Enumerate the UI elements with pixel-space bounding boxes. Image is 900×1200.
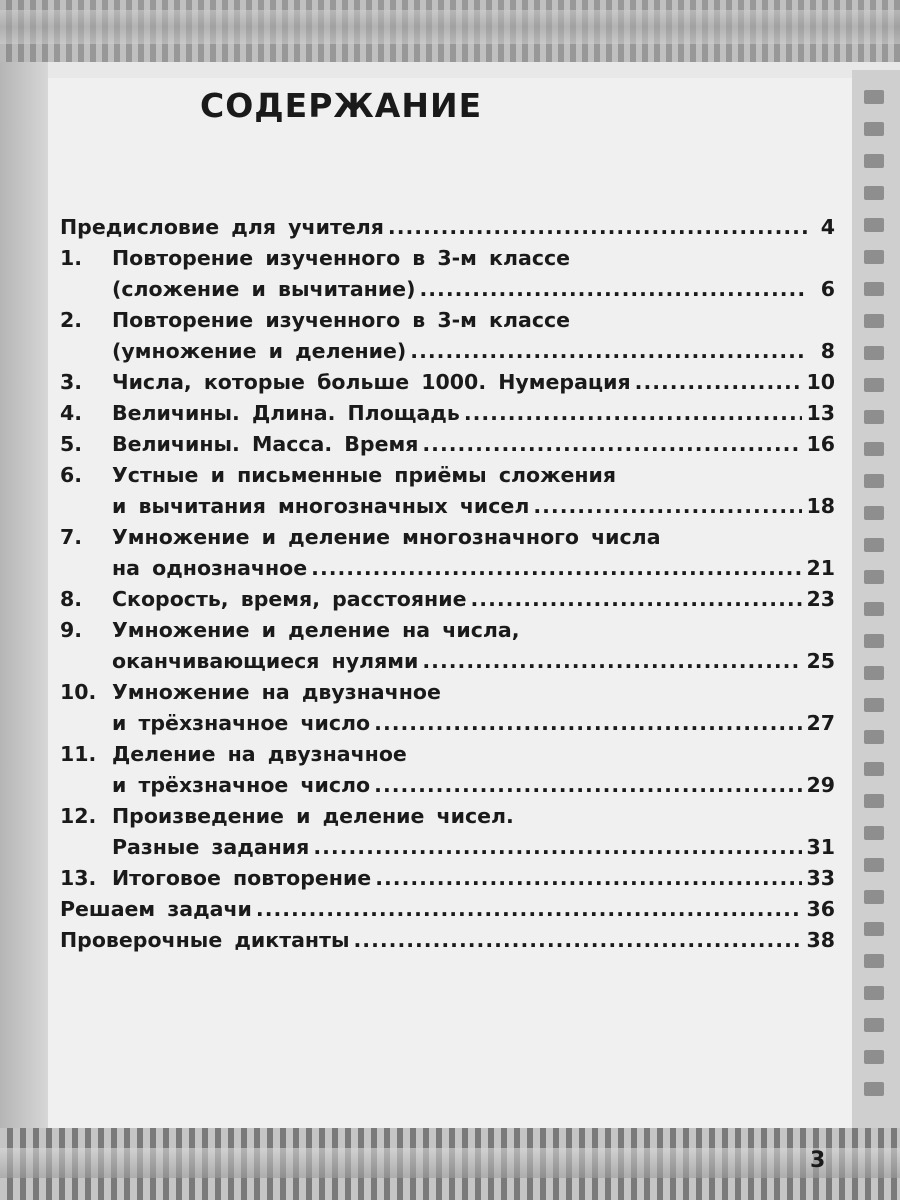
toc-entry-text: Решаем задачи bbox=[60, 897, 252, 921]
toc-entry-text: Числа, которые больше 1000. Нумерация bbox=[112, 370, 631, 394]
toc-leader-dots bbox=[464, 398, 803, 429]
toc-page-number: 23 bbox=[806, 587, 835, 611]
toc-entry-number: 5. bbox=[60, 432, 83, 456]
film-hole bbox=[864, 442, 884, 456]
toc-page-number: 33 bbox=[806, 866, 835, 890]
toc-entry-text-cont: на однозначное bbox=[112, 556, 308, 580]
toc-page-number: 10 bbox=[806, 370, 835, 394]
toc-entry-number: 7. bbox=[60, 525, 83, 549]
toc-leader-dots bbox=[533, 491, 802, 522]
page-number: 3 bbox=[810, 1148, 826, 1173]
toc-entry-11[interactable] bbox=[60, 739, 835, 801]
toc-page-number: 21 bbox=[806, 556, 835, 580]
film-hole bbox=[864, 154, 884, 168]
toc-leader-dots bbox=[311, 553, 802, 584]
toc-entry-5[interactable] bbox=[60, 429, 835, 460]
toc-page-number: 25 bbox=[806, 649, 835, 673]
toc-entry-13[interactable] bbox=[60, 863, 835, 894]
film-hole bbox=[864, 922, 884, 936]
film-hole bbox=[864, 218, 884, 232]
film-hole bbox=[864, 538, 884, 552]
toc-entry-number: 6. bbox=[60, 463, 83, 487]
toc-entry-1[interactable] bbox=[60, 243, 835, 305]
toc-page-number: 27 bbox=[806, 711, 835, 735]
toc-entry-text: Деление на двузначное bbox=[112, 742, 407, 766]
toc-entry-text-cont: (умножение и деление) bbox=[112, 339, 407, 363]
toc-entry-number: 2. bbox=[60, 308, 83, 332]
toc-entry-text: Величины. Длина. Площадь bbox=[112, 401, 460, 425]
toc-entry-8[interactable] bbox=[60, 584, 835, 615]
toc-entry-4[interactable] bbox=[60, 398, 835, 429]
film-hole bbox=[864, 186, 884, 200]
toc-entry-text: Повторение изученного в 3-м классе bbox=[112, 308, 571, 332]
toc-entry-12[interactable] bbox=[60, 801, 835, 863]
top-film-band bbox=[0, 10, 900, 44]
toc-leader-dots bbox=[388, 212, 807, 243]
film-hole bbox=[864, 602, 884, 616]
toc-page-number: 38 bbox=[806, 928, 835, 952]
film-hole bbox=[864, 378, 884, 392]
toc-entry-number: 8. bbox=[60, 587, 83, 611]
toc-entry-text-cont: оканчивающиеся нулями bbox=[112, 649, 419, 673]
toc-entry-2[interactable] bbox=[60, 305, 835, 367]
film-hole bbox=[864, 986, 884, 1000]
toc-entry-number: 12. bbox=[60, 804, 97, 828]
film-hole bbox=[864, 90, 884, 104]
table-of-contents bbox=[60, 212, 835, 956]
toc-entry-6[interactable] bbox=[60, 460, 835, 522]
film-hole bbox=[864, 826, 884, 840]
toc-entry-7[interactable] bbox=[60, 522, 835, 584]
toc-entry-text-cont: и трёхзначное число bbox=[112, 711, 371, 735]
film-hole bbox=[864, 730, 884, 744]
film-hole bbox=[864, 1018, 884, 1032]
toc-entry-text: Умножение на двузначное bbox=[112, 680, 441, 704]
toc-entry-number: 3. bbox=[60, 370, 83, 394]
toc-leader-dots bbox=[471, 584, 803, 615]
film-hole bbox=[864, 282, 884, 296]
toc-entry-number: 13. bbox=[60, 866, 97, 890]
film-hole bbox=[864, 570, 884, 584]
toc-entry-tasks[interactable] bbox=[60, 894, 835, 925]
film-hole bbox=[864, 506, 884, 520]
toc-entry-text: Проверочные диктанты bbox=[60, 928, 350, 952]
toc-entry-text: Произведение и деление чисел. bbox=[112, 804, 514, 828]
toc-leader-dots bbox=[256, 894, 803, 925]
toc-leader-dots bbox=[410, 336, 807, 367]
film-hole bbox=[864, 794, 884, 808]
film-hole bbox=[864, 346, 884, 360]
toc-entry-3[interactable] bbox=[60, 367, 835, 398]
film-hole bbox=[864, 698, 884, 712]
toc-entry-text: Устные и письменные приёмы сложения bbox=[112, 463, 617, 487]
toc-entry-text-cont: (сложение и вычитание) bbox=[112, 277, 416, 301]
toc-entry-text: Умножение и деление многозначного числа bbox=[112, 525, 661, 549]
toc-entry-text: Итоговое повторение bbox=[112, 866, 372, 890]
toc-entry-text-cont: Разные задания bbox=[112, 835, 310, 859]
toc-page-number: 18 bbox=[806, 494, 835, 518]
toc-entry-number: 9. bbox=[60, 618, 83, 642]
film-hole bbox=[864, 666, 884, 680]
film-hole bbox=[864, 634, 884, 648]
toc-leader-dots bbox=[419, 274, 807, 305]
toc-entry-text: Умножение и деление на числа, bbox=[112, 618, 520, 642]
toc-entry-text: Величины. Масса. Время bbox=[112, 432, 419, 456]
film-hole bbox=[864, 890, 884, 904]
toc-entry-text: Повторение изученного в 3-м классе bbox=[112, 246, 571, 270]
toc-leader-dots bbox=[354, 925, 803, 956]
toc-page-number: 31 bbox=[806, 835, 835, 859]
film-hole bbox=[864, 250, 884, 264]
toc-leader-dots bbox=[422, 429, 802, 460]
left-border-decoration bbox=[0, 0, 48, 1200]
toc-leader-dots bbox=[374, 770, 802, 801]
toc-entry-number: 4. bbox=[60, 401, 83, 425]
toc-entry-text-cont: и вычитания многозначных чисел bbox=[112, 494, 530, 518]
toc-leader-dots bbox=[313, 832, 802, 863]
toc-entry-10[interactable] bbox=[60, 677, 835, 739]
toc-page-number: 13 bbox=[806, 401, 835, 425]
film-hole bbox=[864, 314, 884, 328]
toc-page-number: 29 bbox=[806, 773, 835, 797]
toc-entry-9[interactable] bbox=[60, 615, 835, 677]
toc-page-number: 36 bbox=[806, 897, 835, 921]
bottom-film-band bbox=[0, 1148, 900, 1178]
toc-entry-text: Предисловие для учителя bbox=[60, 215, 384, 239]
toc-entry-text-cont: и трёхзначное число bbox=[112, 773, 371, 797]
film-hole bbox=[864, 474, 884, 488]
film-hole bbox=[864, 954, 884, 968]
toc-leader-dots bbox=[375, 863, 802, 894]
film-hole bbox=[864, 858, 884, 872]
page-title: СОДЕРЖАНИЕ bbox=[200, 86, 483, 125]
right-film-strip bbox=[852, 70, 900, 1140]
toc-leader-dots bbox=[374, 708, 802, 739]
toc-page-number: 4 bbox=[820, 215, 835, 239]
film-hole bbox=[864, 1050, 884, 1064]
toc-entry-number: 10. bbox=[60, 680, 97, 704]
film-hole bbox=[864, 1082, 884, 1096]
toc-entry-dictations[interactable] bbox=[60, 925, 835, 956]
film-hole bbox=[864, 122, 884, 136]
toc-leader-dots bbox=[635, 367, 803, 398]
film-hole bbox=[864, 762, 884, 776]
toc-entry-number: 1. bbox=[60, 246, 83, 270]
toc-page-number: 8 bbox=[820, 339, 835, 363]
toc-entry-text: Скорость, время, расстояние bbox=[112, 587, 467, 611]
toc-leader-dots bbox=[422, 646, 802, 677]
toc-entry-number: 11. bbox=[60, 742, 97, 766]
toc-entry-preface[interactable] bbox=[60, 212, 835, 243]
film-hole bbox=[864, 410, 884, 424]
toc-page-number: 16 bbox=[806, 432, 835, 456]
toc-page-number: 6 bbox=[820, 277, 835, 301]
